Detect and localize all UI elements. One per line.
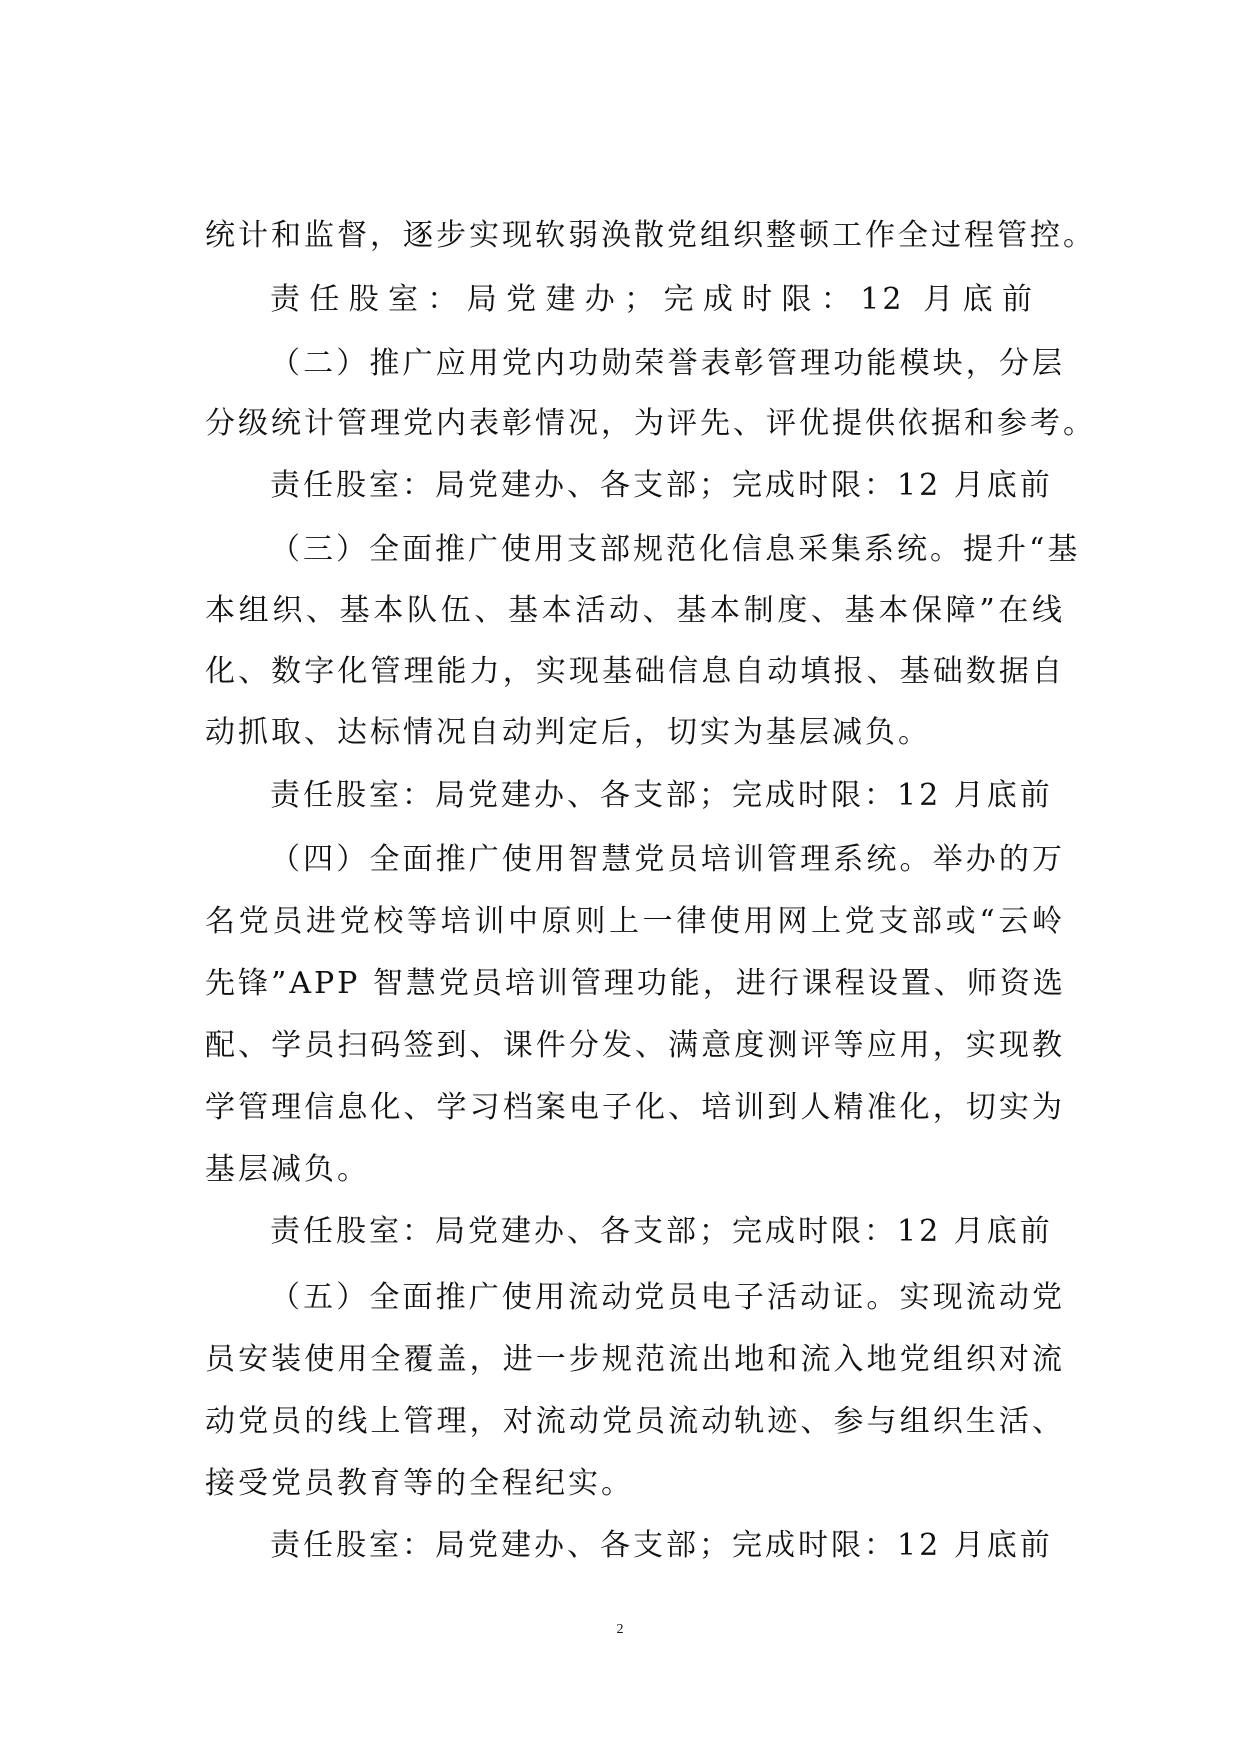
paragraph-line: 动抓取、达标情况自动判定后，切实为基层减负。 <box>205 715 931 750</box>
item-heading-line: （二）推广应用党内功勋荣誉表彰管理功能模块，分层 <box>270 346 1065 381</box>
paragraph-line: 动党员的线上管理，对流动党员流动轨迹、参与组织生活、 <box>205 1404 1065 1439</box>
paragraph-line: 先锋”APP 智慧党员培训管理功能，进行课程设置、师资选 <box>205 966 1066 1001</box>
paragraph-line: 名党员进党校等培训中原则上一律使用网上党支部或“云岭 <box>205 904 1065 939</box>
item-heading-line: （三）全面推广使用支部规范化信息采集系统。提升“基 <box>270 532 1081 567</box>
paragraph-line: 化、数字化管理能力，实现基础信息自动填报、基础数据自 <box>205 654 1065 689</box>
paragraph-line: 本组织、基本队伍、基本活动、基本制度、基本保障”在线 <box>205 593 1065 628</box>
responsibility-line: 责任股室：局党建办；完成时限：12 月底前 <box>270 282 1035 317</box>
paragraph-line: 分级统计管理党内表彰情况，为评先、评优提供依据和参考。 <box>205 406 1096 441</box>
responsibility-line: 责任股室：局党建办、各支部；完成时限：12 月底前 <box>270 778 1053 813</box>
paragraph-line: 学管理信息化、学习档案电子化、培训到人精准化，切实为 <box>205 1090 1065 1125</box>
paragraph-line: 员安装使用全覆盖，进一步规范流出地和流入地党组织对流 <box>205 1342 1065 1377</box>
responsibility-line: 责任股室：局党建办、各支部；完成时限：12 月底前 <box>270 1214 1053 1249</box>
paragraph-line: 统计和监督，逐步实现软弱涣散党组织整顿工作全过程管控。 <box>205 218 1096 253</box>
paragraph-line: 接受党员教育等的全程纪实。 <box>205 1466 634 1501</box>
page-number: 2 <box>616 1622 624 1637</box>
item-heading-line: （四）全面推广使用智慧党员培训管理系统。举办的万 <box>270 842 1065 877</box>
item-heading-line: （五）全面推广使用流动党员电子活动证。实现流动党 <box>270 1280 1065 1315</box>
paragraph-line: 配、学员扫码签到、课件分发、满意度测评等应用，实现教 <box>205 1028 1065 1063</box>
responsibility-line: 责任股室：局党建办、各支部；完成时限：12 月底前 <box>270 468 1053 503</box>
responsibility-line: 责任股室：局党建办、各支部；完成时限：12 月底前 <box>270 1528 1053 1563</box>
paragraph-line: 基层减负。 <box>205 1152 370 1187</box>
